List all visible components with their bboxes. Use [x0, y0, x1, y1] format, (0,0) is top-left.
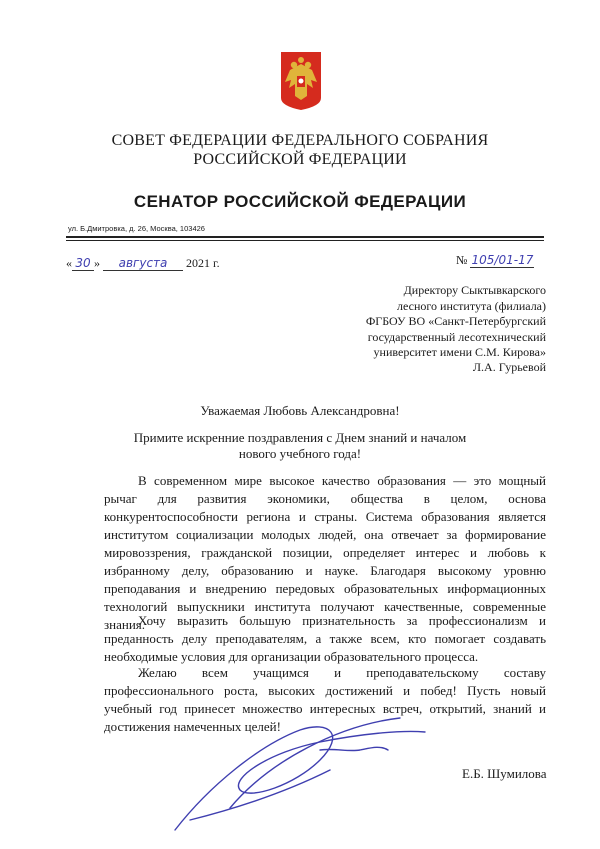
date-year: 2021 г.: [186, 256, 220, 270]
handwritten-signature: [170, 690, 440, 840]
addressee-line: лесного института (филиала): [397, 298, 546, 313]
addressee-line: Директору Сыктывкарского: [403, 283, 546, 297]
number-label: №: [456, 253, 468, 267]
date-day: 30: [72, 256, 94, 271]
organization-name-line2: РОССИЙСКОЙ ФЕДЕРАЦИИ: [193, 151, 407, 168]
number-value: 105/01-17: [471, 253, 534, 267]
addressee-block: [300, 283, 546, 361]
letter-number: [456, 253, 534, 268]
addressee-line: университет имени С.М. Кирова»: [373, 345, 546, 359]
signatory-name: Е.Б. Шумилова: [462, 766, 547, 781]
coat-of-arms-emblem: [281, 52, 321, 110]
senator-title: СЕНАТОР РОССИЙСКОЙ ФЕДЕРАЦИИ: [133, 192, 467, 211]
addressee-name: Л.А. Гурьевой: [472, 360, 546, 374]
paragraph-wishes: Желаю всем учащимся и преподавательскому составу профессионального роста, высоких достижений и побед! Пусть новый учебный год принесет множество интересных встреч, открытий, знаний и достижения намеченных целей!: [104, 665, 546, 734]
congrats-line: нового учебного года!: [238, 446, 362, 461]
header-rule-thick: [66, 236, 544, 238]
paragraph-gratitude: Хочу выразить большую признательность за профессионализм и преданность делу преподавателям, а также всем, кто помогает создавать необходимые условия для организации образовательного процесса.: [104, 613, 546, 664]
congratulations-heading: [130, 430, 470, 462]
letter-date: « 30 » августа 2021 г.: [66, 256, 220, 270]
addressee-line: государственный лесотехнический: [367, 329, 546, 344]
congrats-line: Примите искренние поздравления с Днем знаний и началом: [133, 430, 467, 445]
salutation: Уважаемая Любовь Александровна!: [200, 403, 400, 418]
paragraph-education: В современном мире высокое качество образования — это мощный рычаг для развития экономики, общества в целом, основа конкурентоспособности региона и страны. Система образования является институтом социализации молодых людей, она отвечает за формирование мировоззрения, гражданской позиции, определяет интерес и любовь к избранному делу, образованию и науке. Благодаря высокому уровню преподавания и внедрению передовых образовательных информационных технологий выпускники института получают качественные, современные знания.: [104, 473, 546, 632]
header-rule-thin: [66, 240, 544, 241]
organization-name-line1: СОВЕТ ФЕДЕРАЦИИ ФЕДЕРАЛЬНОГО СОБРАНИЯ: [111, 132, 489, 149]
sender-address: ул. Б.Дмитровка, д. 26, Москва, 103426: [68, 224, 205, 233]
date-month: августа: [103, 256, 183, 271]
addressee-line: ФГБОУ ВО «Санкт-Петербургский: [365, 314, 546, 328]
